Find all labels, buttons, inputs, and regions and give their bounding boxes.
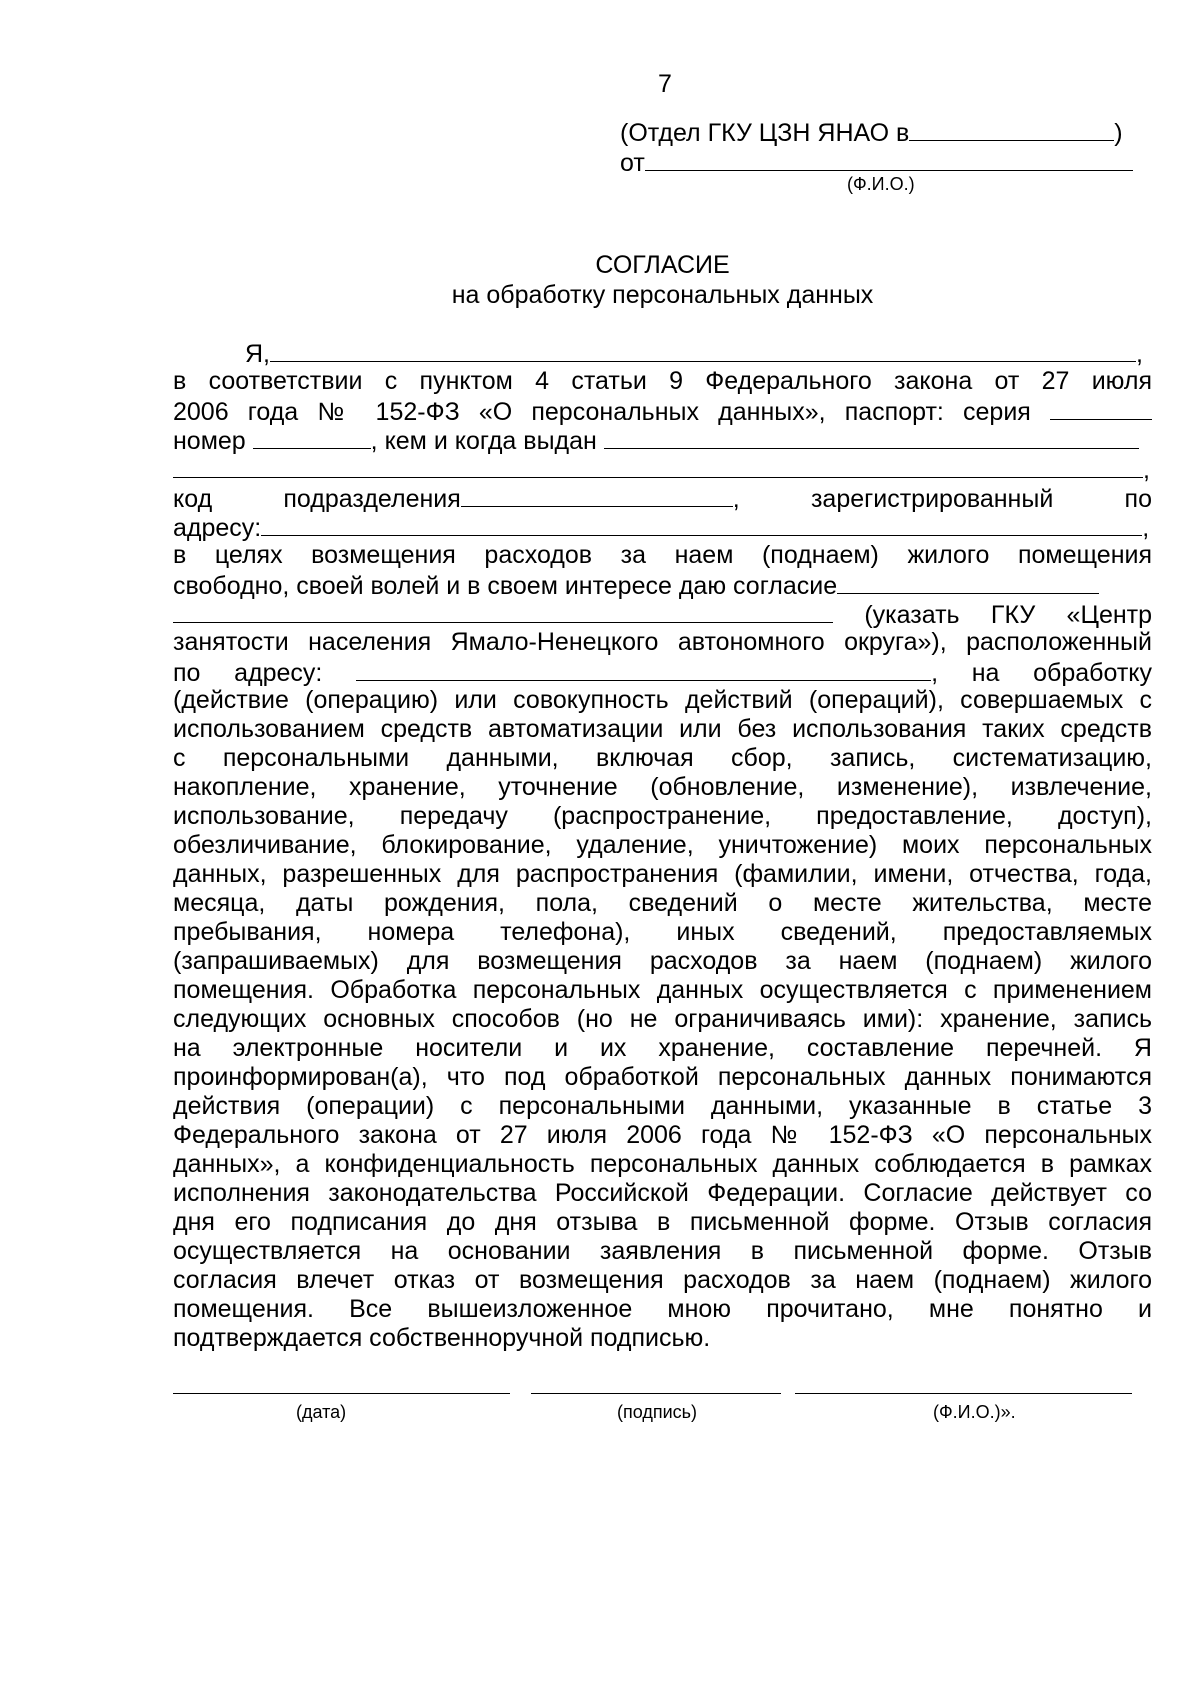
located-label: по адресу: bbox=[173, 659, 323, 687]
comma: , bbox=[1136, 340, 1143, 368]
gku-hint-line bbox=[173, 599, 1152, 628]
header-fio-caption: (Ф.И.О.) bbox=[847, 174, 915, 194]
body-line: исполнения законодательства Российской Федерации. Согласие действует со bbox=[173, 1179, 1152, 1207]
registered-label: , зарегистрированный по bbox=[732, 485, 1152, 513]
number-label: номер bbox=[173, 427, 246, 455]
consent-line bbox=[173, 570, 1099, 601]
purpose-line: в целях возмещения расходов за наем (поднаем) жилого помещения bbox=[173, 541, 1152, 569]
gku-address-blank bbox=[356, 657, 931, 681]
body-line: помещения. Все вышеизложенное мною прочитано, мне понятно и bbox=[173, 1295, 1152, 1323]
comma: , bbox=[1142, 514, 1150, 542]
consent-text: свободно, своей волей и в своем интересе даю согласие bbox=[173, 572, 838, 600]
date-caption: (дата) bbox=[296, 1402, 347, 1422]
from-label: от bbox=[620, 149, 645, 177]
text-line: в соответствии с пунктом 4 статьи 9 Федерального закона от 27 июля bbox=[173, 367, 1152, 395]
page-number: 7 bbox=[658, 70, 672, 98]
code-line bbox=[173, 483, 1152, 512]
located-line bbox=[173, 657, 1152, 686]
gku-hint: (указать ГКУ «Центр bbox=[864, 601, 1153, 629]
passport-series-line bbox=[173, 396, 1152, 425]
document-title: СОГЛАСИЕ bbox=[595, 251, 730, 279]
address-blank bbox=[261, 512, 1142, 536]
body-line: следующих основных способов (но не ограничиваясь ими): хранение, запись bbox=[173, 1005, 1152, 1033]
body-line: (запрашиваемых) для возмещения расходов за наем (поднаем) жилого bbox=[173, 947, 1152, 975]
code-blank bbox=[461, 483, 733, 507]
body-line: (действие (операцию) или совокупность действий (операций), совершаемых с bbox=[173, 686, 1152, 714]
body-line: месяца, даты рождения, пола, сведений о месте жительства, месте bbox=[173, 889, 1152, 917]
signature-caption: (подпись) bbox=[617, 1402, 698, 1422]
body-line: данных, разрешенных для распространения (фамилии, имени, отчества, года, bbox=[173, 860, 1152, 888]
i-label: Я, bbox=[245, 340, 270, 368]
body-line: дня его подписания до дня отзыва в письменной форме. Отзыв согласия bbox=[173, 1208, 1152, 1236]
address-line bbox=[173, 512, 1149, 543]
body-line: Федерального закона от 27 июля 2006 года № 152-ФЗ «О персональных bbox=[173, 1121, 1152, 1149]
fio-signature-line bbox=[795, 1393, 1132, 1394]
body-line: осуществляется на основании заявления в письменной форме. Отзыв bbox=[173, 1237, 1152, 1265]
body-last-line: подтверждается собственноручной подписью. bbox=[173, 1324, 711, 1352]
passport-series-blank bbox=[1050, 396, 1152, 420]
date-signature-line bbox=[173, 1393, 510, 1394]
consent-blank bbox=[837, 570, 1099, 594]
issued-continuation-line bbox=[173, 454, 1150, 485]
department-blank bbox=[909, 117, 1114, 141]
body-line: данных», а конфиденциальность персональных данных соблюдается в рамках bbox=[173, 1150, 1152, 1178]
body-line: помещения. Обработка персональных данных осуществляется с применением bbox=[173, 976, 1152, 1004]
comma: , bbox=[1143, 456, 1150, 484]
gku-name-blank bbox=[173, 599, 833, 623]
body-line: с персональными данными, включая сбор, запись, систематизацию, bbox=[173, 744, 1152, 772]
department-line bbox=[620, 117, 1123, 148]
code-label: код подразделения bbox=[173, 485, 461, 513]
issued-by-blank bbox=[604, 425, 1139, 449]
body-line: на электронные носители и их хранение, составление перечней. Я bbox=[173, 1034, 1152, 1062]
body-line: согласия влечет отказ от возмещения расходов за наем (поднаем) жилого bbox=[173, 1266, 1152, 1294]
department-prefix: (Отдел ГКУ ЦЗН ЯНАО в bbox=[620, 119, 910, 147]
body-line: накопление, хранение, уточнение (обновление, изменение), извлечение, bbox=[173, 773, 1152, 801]
department-suffix: ) bbox=[1114, 119, 1123, 147]
body-line: использованием средств автоматизации или без использования таких средств bbox=[173, 715, 1152, 743]
text-line: занятости населения Ямало-Ненецкого автономного округа»), расположенный bbox=[173, 628, 1152, 656]
passport-number-blank bbox=[253, 425, 371, 449]
issued-continuation-blank bbox=[173, 454, 1143, 478]
full-name-blank bbox=[270, 338, 1136, 362]
body-line: действия (операции) с персональными данными, указанные в статье 3 bbox=[173, 1092, 1152, 1120]
passport-number-line bbox=[173, 425, 1139, 456]
issued-label: , кем и когда выдан bbox=[370, 427, 597, 455]
passport-text: 2006 года № 152-ФЗ «О персональных данных», паспорт: серия bbox=[173, 398, 1031, 426]
address-label: адресу: bbox=[173, 514, 262, 542]
body-line: использование, передачу (распространение, предоставление, доступ), bbox=[173, 802, 1152, 830]
body-line: проинформирован(а), что под обработкой персональных данных понимаются bbox=[173, 1063, 1152, 1091]
processing-label: , на обработку bbox=[931, 659, 1153, 687]
body-line: пребывания, номера телефона), иных сведений, предоставляемых bbox=[173, 918, 1152, 946]
from-blank bbox=[645, 147, 1133, 171]
document-subtitle: на обработку персональных данных bbox=[451, 281, 874, 309]
signature-line bbox=[531, 1393, 781, 1394]
name-line bbox=[245, 338, 1143, 369]
fio-caption: (Ф.И.О.)». bbox=[933, 1402, 1016, 1422]
body-line: обезличивание, блокирование, удаление, уничтожение) моих персональных bbox=[173, 831, 1152, 859]
